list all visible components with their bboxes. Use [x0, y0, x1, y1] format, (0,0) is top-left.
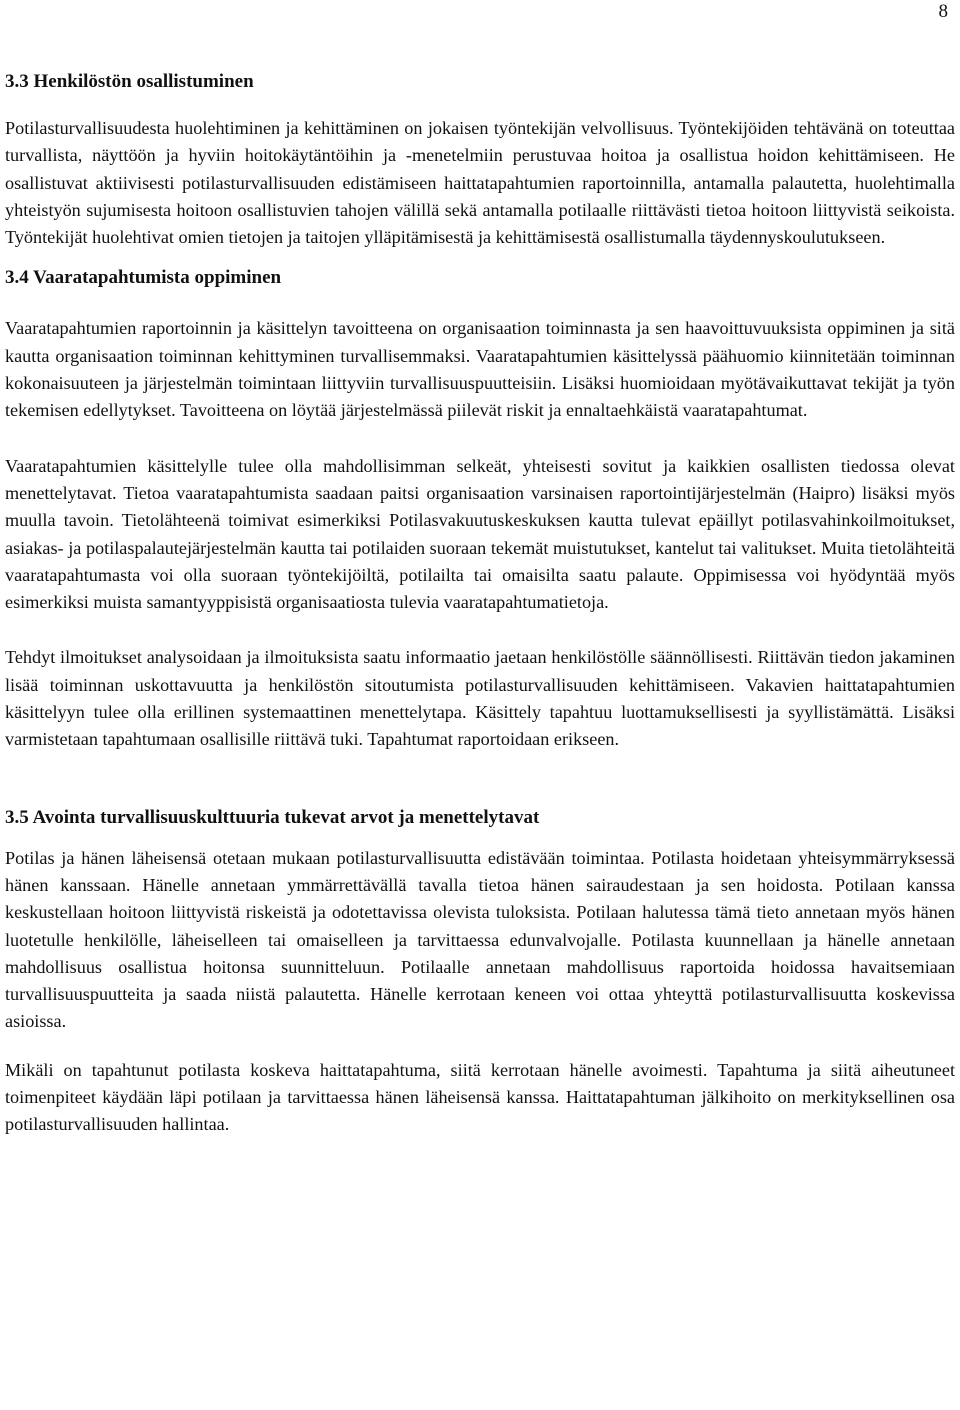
document-body	[5, 68, 955, 1139]
paragraph: Tehdyt ilmoitukset analysoidaan ja ilmoituksista saatu informaatio jaetaan henkilöstölle säännöllisesti. Riittävän tiedon jakaminen lisää toiminnan uskottavuutta ja henkilöstön sitoutumista potilasturvallisuuden kehittämiseen. Vakavien haittatapahtumien käsittelyyn tulee olla erillinen systemaattinen menettelytapa. Käsittely tapahtuu luottamuksellisesti ja syyllistämättä. Lisäksi varmistetaan tapahtumaan osallisille riittävä tuki. Tapahtumat raportoidaan erikseen.	[5, 647, 955, 750]
paragraph: Vaaratapahtumien käsittelylle tulee olla mahdollisimman selkeät, yhteisesti sovitut ja kaikkien osallisten tiedossa olevat menettelytavat. Tietoa vaaratapahtumista saadaan paitsi organisaation varsinaisen raportointijärjestelmän (Haipro) lisäksi myös muulla tavoin. Tietolähteenä toimivat esimerkiksi Potilasvakuutuskeskuksen kautta tulevat epäillyt potilasvahinkoilmoitukset, asiakas- ja potilaspalautejärjestelmän kautta tai potilaiden suoraan tekemät muistutukset, kantelut tai valitukset. Muita tietolähteitä vaaratapahtumasta voi olla suoraan työntekijöiltä, potilailta tai omaisilta saatu palaute. Oppimisessa voi hyödyntää myös esimerkiksi muista samantyyppisistä organisaatiosta tulevia vaaratapahtumatietoja.	[5, 455, 955, 613]
paragraph: Potilasturvallisuudesta huolehtiminen ja kehittäminen on jokaisen työntekijän velvollisuus. Työntekijöiden tehtävänä on toteuttaa turvallista, näyttöön ja hyviin hoitokäytäntöihin ja -menetelmiin perustuvaa hoitoa ja osallistua hoidon kehittämiseen. He osallistuvat aktiivisesti potilasturvallisuuden edistämiseen haittatapahtumien raportoinnilla, antamalla palautetta, huolehtimalla yhteistyön sujumisesta hoitoon osallistuvien tahojen välillä sekä antamalla potilaalle riittävästi tietoa hoitoon liittyvistä seikoista. Työntekijät huolehtivat omien tietojen ja taitojen ylläpitämisestä ja kehittämisestä osallistumalla täydennyskoulutukseen.	[5, 118, 955, 248]
section-heading: 3.5 Avointa turvallisuuskulttuuria tukevat arvot ja menettelytavat	[5, 806, 540, 828]
section-heading: 3.3 Henkilöstön osallistuminen	[5, 71, 254, 92]
paragraph: Mikäli on tapahtunut potilasta koskeva haittatapahtuma, siitä kerrotaan hänelle avoimesti. Tapahtuma ja siitä aiheutuneet toimenpiteet käydään läpi potilaan ja tarvittaessa hänen läheisensä kanssa. Haittatapahtuman jälkihoito on merkityksellinen osa potilasturvallisuuden hallintaa.	[5, 1059, 955, 1135]
paragraph: Potilas ja hänen läheisensä otetaan mukaan potilasturvallisuutta edistävään toimintaa. Potilasta hoidetaan yhteisymmärryksessä hänen kanssaan. Hänelle annetaan ymmärrettävällä tavalla tietoa hänen sairaudestaan ja sen hoidosta. Potilaan kanssa keskustellaan hoitoon liittyvistä riskeistä ja odotettavissa olevista tuloksista. Potilaan halutessa tämä tieto annetaan myös hänen luotetulle henkilölle, läheiselleen tai omaiselleen ja tarvittaessa edunvalvojalle. Potilasta kuunnellaan ja hänelle annetaan mahdollisuus osallistua hoitonsa suunnitteluun. Potilaalle annetaan mahdollisuus raportoida hoidossa havaitsemiaan turvallisuuspuutteita ja saada niistä palautetta. Hänelle kerrotaan keneen voi ottaa yhteyttä potilasturvallisuutta koskevissa asioissa.	[5, 847, 955, 1032]
page-number: 8	[938, 1, 948, 22]
paragraph: Vaaratapahtumien raportoinnin ja käsittelyn tavoitteena on organisaation toiminnasta ja sen haavoittuvuuksista oppiminen ja sitä kautta organisaation toiminnan kehittyminen turvallisemmaksi. Vaaratapahtumien käsittelyssä päähuomio kiinnitetään toiminnan kokonaisuuteen ja järjestelmän toimintaan liittyviin turvallisuuspuutteisiin. Lisäksi huomioidaan myötävaikuttavat tekijät ja työn tekemisen edellytykset. Tavoitteena on löytää järjestelmässä piilevät riskit ja ennaltaehkäistä vaaratapahtumat.	[5, 318, 955, 421]
section-heading: 3.4 Vaaratapahtumista oppiminen	[5, 267, 282, 289]
